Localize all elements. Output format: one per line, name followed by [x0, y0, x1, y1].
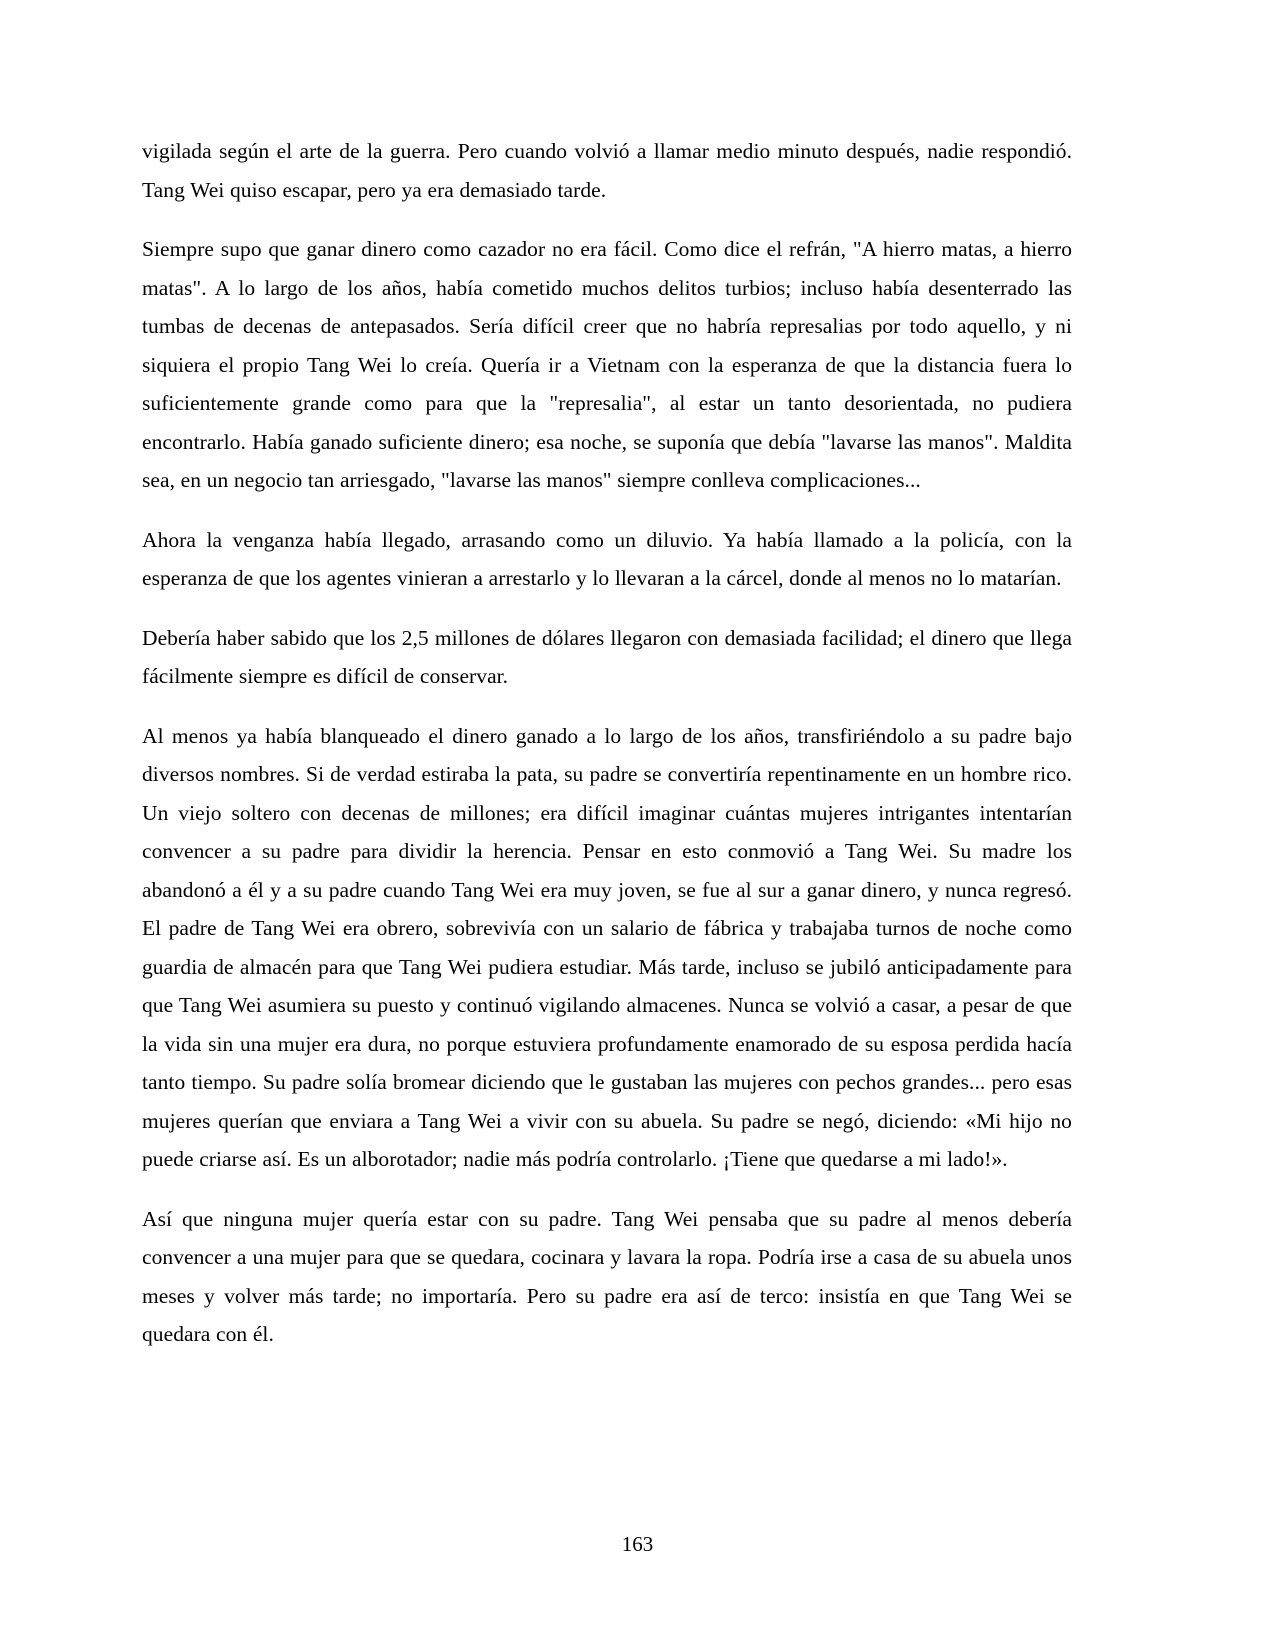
paragraph: Siempre supo que ganar dinero como cazador no era fácil. Como dice el refrán, "A hierro matas, a hierro matas". A lo largo de los años, había cometido muchos delitos turbios; incluso había desenterrado las tumbas de decenas de antepasados. Sería difícil creer que no habría represalias por todo aquello, y ni siquiera el propio Tang Wei lo creía. Quería ir a Vietnam con la esperanza de que la distancia fuera lo suficientemente grande como para que la "represalia", al estar un tanto desorientada, no pudiera encontrarlo. Había ganado suficiente dinero; esa noche, se suponía que debía "lavarse las manos". Maldita sea, en un negocio tan arriesgado, "lavarse las manos" siempre conlleva complicaciones...: [142, 237, 1072, 492]
paragraph: Así que ninguna mujer quería estar con su padre. Tang Wei pensaba que su padre al menos debería convencer a una mujer para que se quedara, cocinara y lavara la ropa. Podría irse a casa de su abuela unos meses y volver más tarde; no importaría. Pero su padre era así de terco: insistía en que Tang Wei se quedara con él.: [142, 1206, 1072, 1346]
body-text-column: [142, 132, 1072, 1354]
paragraph: vigilada según el arte de la guerra. Pero cuando volvió a llamar medio minuto después, nadie respondió. Tang Wei quiso escapar, pero ya era demasiado tarde.: [142, 139, 1072, 202]
paragraph: Debería haber sabido que los 2,5 millones de dólares llegaron con demasiada facilidad; el dinero que llega fácilmente siempre es difícil de conservar.: [142, 625, 1072, 688]
page-number: 163: [621, 1532, 654, 1556]
paragraph: Ahora la venganza había llegado, arrasando como un diluvio. Ya había llamado a la policía, con la esperanza de que los agentes vinieran a arrestarlo y lo llevaran a la cárcel, donde al menos no lo matarían.: [142, 527, 1072, 590]
paragraph: Al menos ya había blanqueado el dinero ganado a lo largo de los años, transfiriéndolo a su padre bajo diversos nombres. Si de verdad estiraba la pata, su padre se convertiría repentinamente en un hombre rico. Un viejo soltero con decenas de millones; era difícil imaginar cuántas mujeres intrigantes intentarían convencer a su padre para dividir la herencia. Pensar en esto conmovió a Tang Wei. Su madre los abandonó a él y a su padre cuando Tang Wei era muy joven, se fue al sur a ganar dinero, y nunca regresó. El padre de Tang Wei era obrero, sobrevivía con un salario de fábrica y trabajaba turnos de noche como guardia de almacén para que Tang Wei pudiera estudiar. Más tarde, incluso se jubiló anticipadamente para que Tang Wei asumiera su puesto y continuó vigilando almacenes. Nunca se volvió a casar, a pesar de que la vida sin una mujer era dura, no porque estuviera profundamente enamorado de su esposa perdida hacía tanto tiempo. Su padre solía bromear diciendo que le gustaban las mujeres con pechos grandes... pero esas mujeres querían que enviara a Tang Wei a vivir con su abuela. Su padre se negó, diciendo: «Mi hijo no puede criarse así. Es un alborotador; nadie más podría controlarlo. ¡Tiene que quedarse a mi lado!».: [142, 723, 1072, 1171]
